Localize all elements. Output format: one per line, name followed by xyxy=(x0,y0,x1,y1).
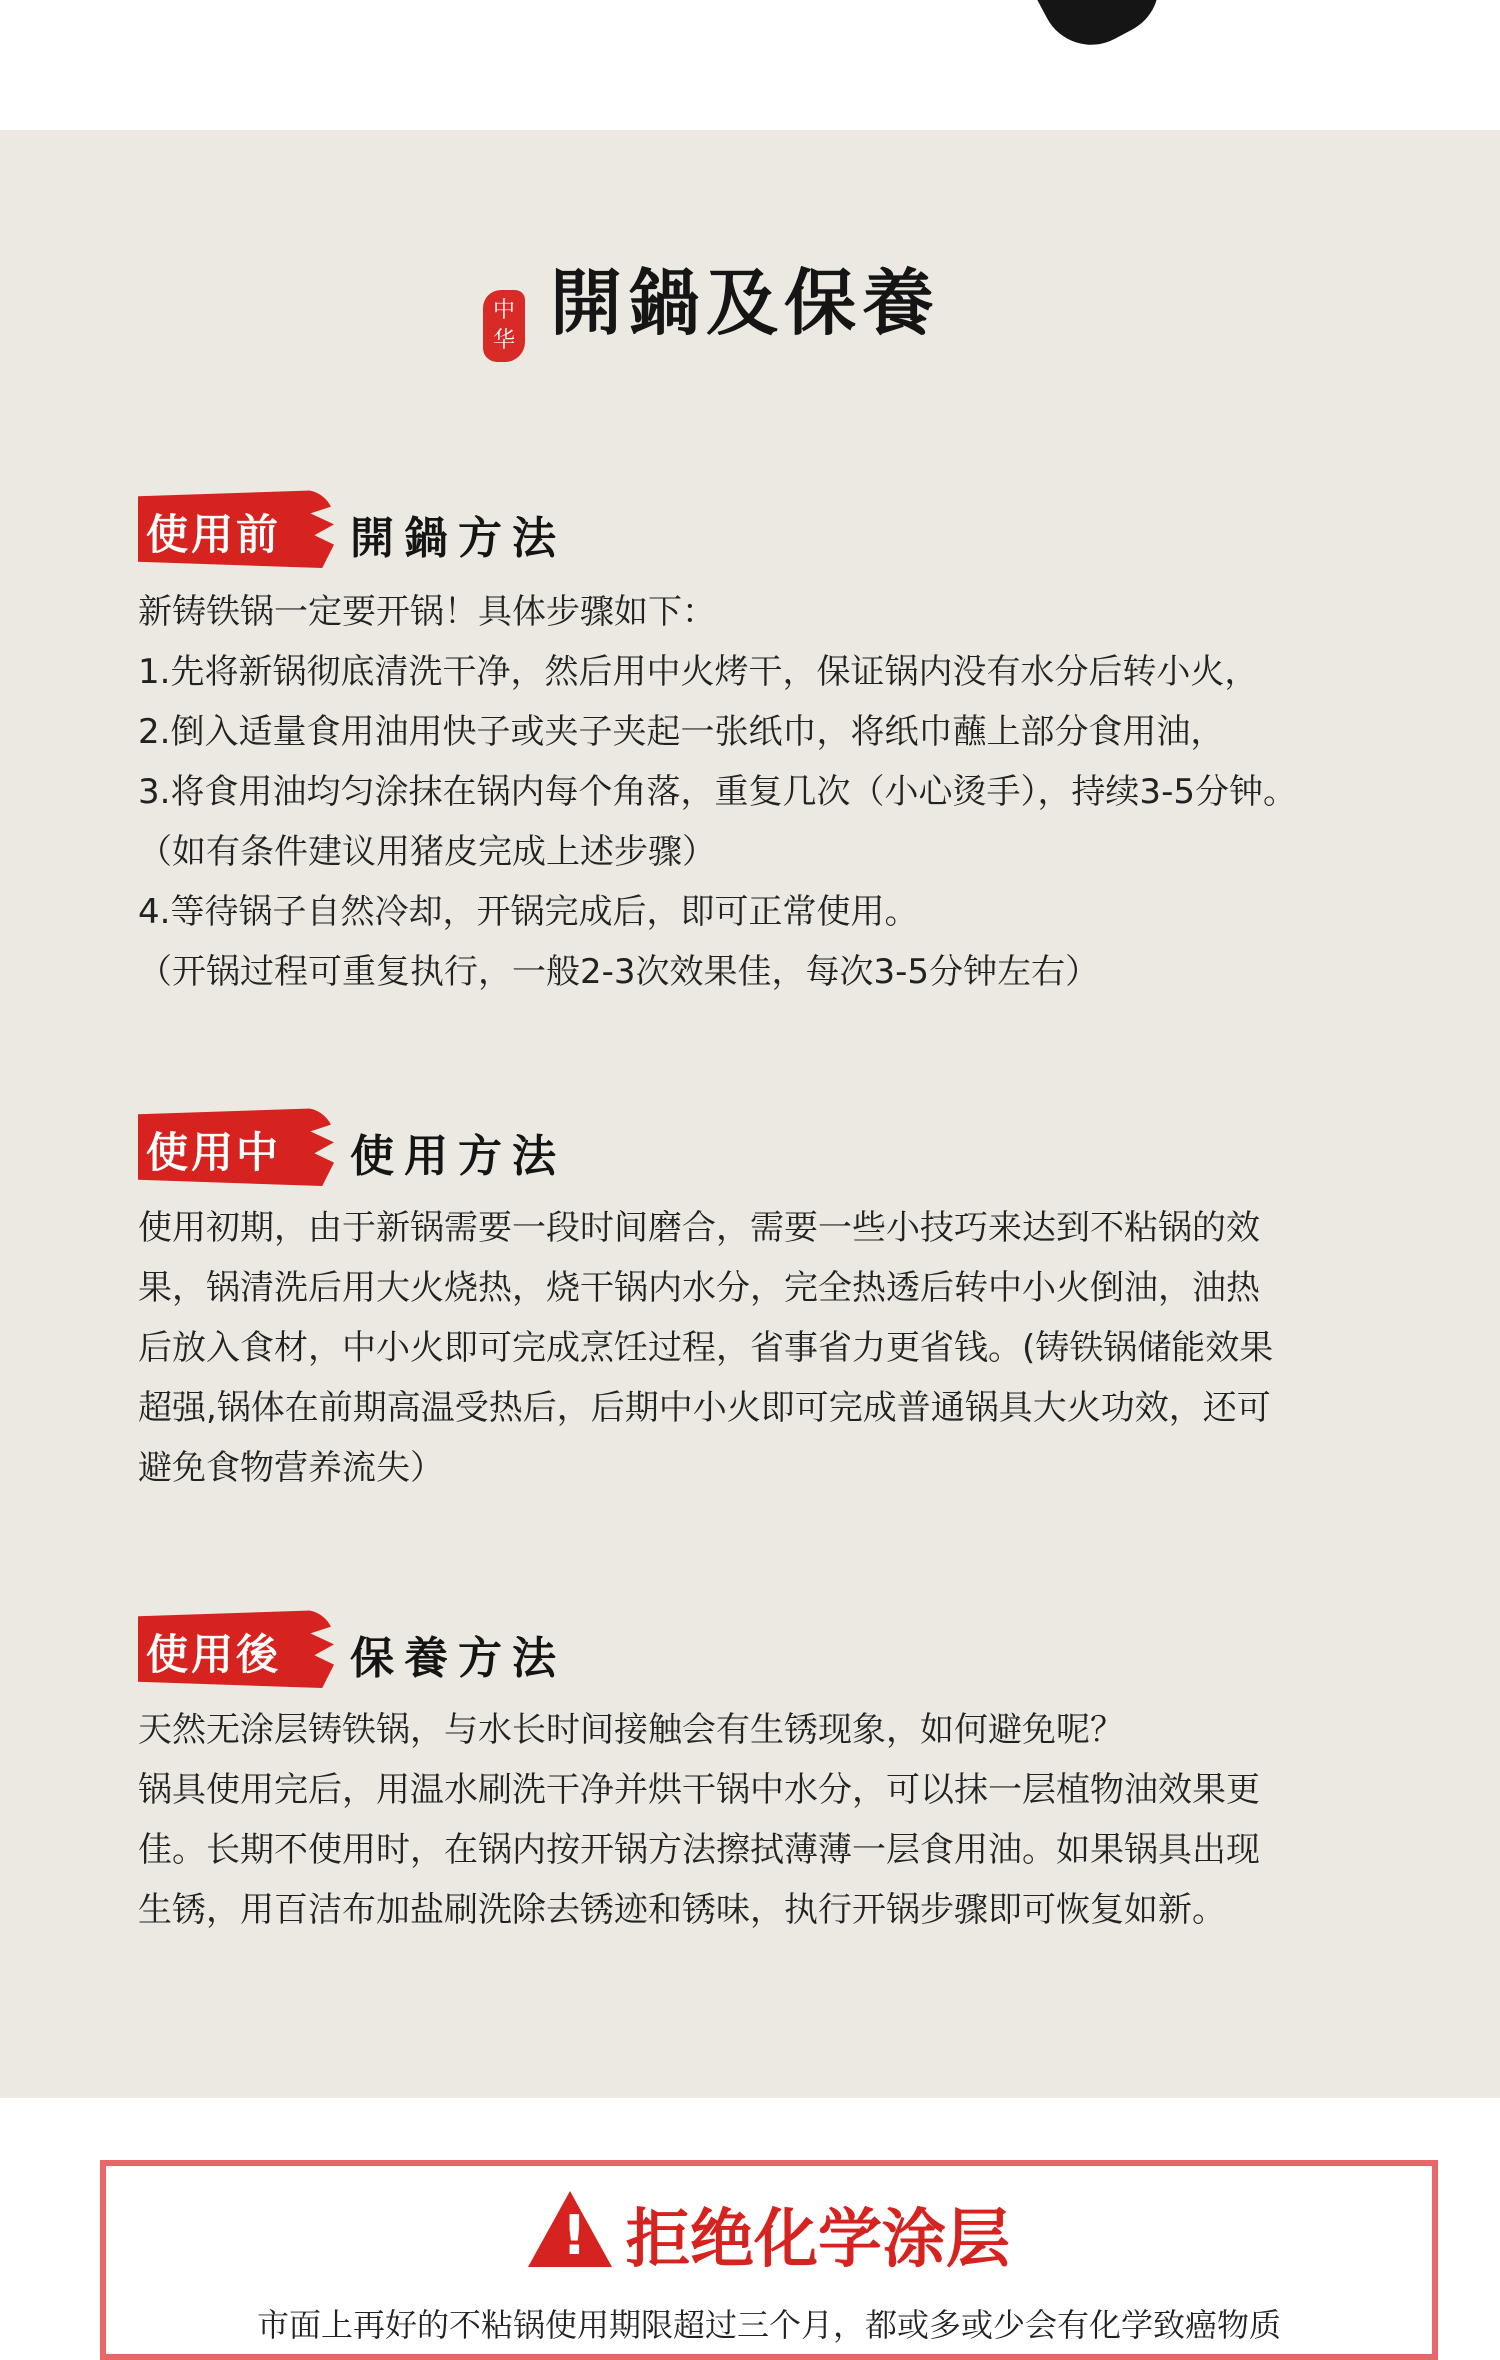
text-line: 使用初期，由于新锅需要一段时间磨合，需要一些小技巧来达到不粘锅的效 xyxy=(138,1208,1260,1248)
pan-handle-image xyxy=(1024,0,1177,62)
text-line: 避免食物营养流失） xyxy=(138,1448,444,1488)
text-line: 1.先将新锅彻底清洗干净，然后用中火烤干，保证锅内没有水分后转小火， xyxy=(138,652,1259,692)
section-header-before-use xyxy=(138,490,1038,568)
text-line: 天然无涂层铸铁锅，与水长时间接触会有生锈现象，如何避免呢？ xyxy=(138,1710,1124,1750)
text-line: 超强,锅体在前期高温受热后，后期中小火即可完成普通锅具大火功效，还可 xyxy=(138,1388,1271,1428)
text-line: 后放入食材，中小火即可完成烹饪过程，省事省力更省钱。(铸铁锅储能效果 xyxy=(138,1328,1274,1368)
badge-label: 使用前 xyxy=(146,510,282,559)
text-line: 果，锅清洗后用大火烧热，烧干锅内水分，完全热透后转中小火倒油，油热 xyxy=(138,1268,1260,1308)
warning-text: 市面上再好的不粘锅使用期限超过三个月，都或多或少会有化学致癌物质 xyxy=(256,2306,1281,2344)
text-line: 3.将食用油均匀涂抹在锅内每个角落，重复几次（小心烫手），持续3-5分钟。 xyxy=(138,772,1297,812)
section-body-during-use xyxy=(138,1198,1418,1498)
text-line: （如有条件建议用猪皮完成上述步骤） xyxy=(138,832,716,872)
red-seal-stamp: 中华 xyxy=(483,290,525,362)
text-line: 4.等待锅子自然冷却，开锅完成后，即可正常使用。 xyxy=(138,892,919,932)
text-line: 生锈，用百洁布加盐刷洗除去锈迹和锈味，执行开锅步骤即可恢复如新。 xyxy=(138,1890,1226,1930)
warning-title-row xyxy=(106,2188,1432,2280)
section-header-during-use xyxy=(138,1108,1038,1186)
warning-title: 拒绝化学涂层 xyxy=(626,2203,1010,2277)
warning-box xyxy=(100,2160,1438,2360)
text-line: 锅具使用完后，用温水刷洗干净并烘干锅中水分，可以抹一层植物油效果更 xyxy=(138,1770,1260,1810)
text-line: （开锅过程可重复执行，一般2-3次效果佳，每次3-5分钟左右） xyxy=(138,952,1100,992)
section-body-after-use xyxy=(138,1700,1418,1940)
text-line: 佳。长期不使用时，在锅内按开锅方法擦拭薄薄一层食用油。如果锅具出现 xyxy=(138,1830,1260,1870)
section-heading: 開鍋方法 xyxy=(350,513,566,564)
badge-label: 使用中 xyxy=(146,1128,282,1177)
top-product-strip xyxy=(0,0,1500,130)
badge-label: 使用後 xyxy=(146,1630,282,1679)
text-line: 2.倒入适量食用油用快子或夹子夹起一张纸巾，将纸巾蘸上部分食用油， xyxy=(138,712,1225,752)
page-title: 開鍋及保養 xyxy=(550,260,941,345)
section-header-after-use xyxy=(138,1610,1038,1688)
section-body-before-use xyxy=(138,582,1418,1002)
text-line: 新铸铁锅一定要开锅！具体步骤如下： xyxy=(138,592,716,632)
warning-triangle-icon: ! xyxy=(528,2191,612,2267)
section-heading: 保養方法 xyxy=(350,1633,566,1684)
section-heading: 使用方法 xyxy=(350,1131,566,1182)
